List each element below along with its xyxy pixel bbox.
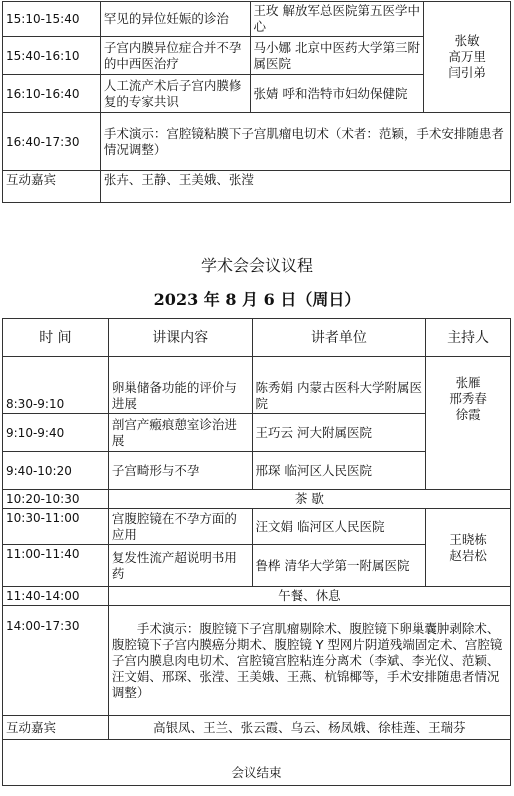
topic-cell: 复发性流产超说明书用药 xyxy=(108,545,252,587)
demo-cell: 手术演示：腹腔镜下子宫肌瘤剔除术、腹腔镜下卵巢囊肿剥除术、腹腔镜下子宫内膜癌分期术、腹腔镜 Y 型网片阴道残端固定术、宫腔镜子宫内膜息肉电切术、宫腔镜宫腔粘连分离术（李斌、李光仪、范颖、汪文娟、邢琛、张滢、王美娥、王燕、杭锦椰等，手术安排随患者情况调整） xyxy=(108,606,510,716)
meeting-end: 会议结束 xyxy=(3,740,511,786)
host-cell: 王晓栋 赵岩松 xyxy=(426,509,511,587)
header-time: 时 间 xyxy=(3,319,109,357)
time-cell: 8:30-9:10 xyxy=(3,357,109,414)
topic-cell: 罕见的异位妊娠的诊治 xyxy=(100,2,250,37)
time-cell: 10:30-11:00 xyxy=(3,509,109,545)
interactive-names: 张卉、王静、王美娥、张滢 xyxy=(100,171,510,203)
topic-cell: 剖宫产瘢痕憩室诊治进展 xyxy=(108,414,252,452)
speaker-cell: 张婧 呼和浩特市妇幼保健院 xyxy=(250,75,424,113)
speaker-cell: 马小娜 北京中医药大学第三附属医院 xyxy=(250,37,424,75)
interactive-label: 互动嘉宾 xyxy=(3,716,109,740)
lunch-time: 11:40-14:00 xyxy=(3,587,109,606)
lunch-label: 午餐、休息 xyxy=(108,587,510,606)
host-cell: 张雁 邢秀春 徐霞 xyxy=(426,357,511,490)
time-cell: 9:10-9:40 xyxy=(3,414,109,452)
break-label: 茶 歇 xyxy=(108,490,510,509)
time-cell: 9:40-10:20 xyxy=(3,452,109,490)
header-topic: 讲课内容 xyxy=(108,319,252,357)
speaker-cell: 陈秀娟 内蒙古医科大学附属医院 xyxy=(252,357,426,414)
header-speaker: 讲者单位 xyxy=(252,319,426,357)
topic-cell: 子宫畸形与不孕 xyxy=(108,452,252,490)
meeting-date: 2023 年 8 月 6 日（周日） xyxy=(153,290,361,309)
time-cell: 15:40-16:10 xyxy=(3,37,101,75)
header-host: 主持人 xyxy=(426,319,511,357)
meeting-agenda-table xyxy=(2,318,511,786)
time-cell: 16:10-16:40 xyxy=(3,75,101,113)
interactive-names: 高银凤、王兰、张云霞、乌云、杨凤娥、徐桂莲、王瑞芬 xyxy=(108,716,510,740)
topic-cell: 人工流产术后子宫内膜修复的专家共识 xyxy=(100,75,250,113)
demo-cell: 手术演示：宫腔镜粘膜下子宫肌瘤电切术（术者：范颖，手术安排随患者情况调整） xyxy=(100,113,510,171)
host-cell: 张敏 高万里 闫引弟 xyxy=(424,2,511,113)
meeting-title: 学术会会议议程 xyxy=(200,256,313,275)
topic-cell: 子宫内膜异位症合并不孕的中西医治疗 xyxy=(100,37,250,75)
speaker-cell: 王巧云 河大附属医院 xyxy=(252,414,426,452)
time-cell: 15:10-15:40 xyxy=(3,2,101,37)
speaker-cell: 汪文娟 临河区人民医院 xyxy=(252,509,426,545)
speaker-cell: 王玫 解放军总医院第五医学中心 xyxy=(250,2,424,37)
time-cell: 11:00-11:40 xyxy=(3,545,109,587)
speaker-cell: 邢琛 临河区人民医院 xyxy=(252,452,426,490)
topic-cell: 宫腹腔镜在不孕方面的应用 xyxy=(108,509,252,545)
schedule-top-table xyxy=(2,1,511,203)
speaker-cell: 鲁桦 清华大学第一附属医院 xyxy=(252,545,426,587)
demo-time: 14:00-17:30 xyxy=(3,606,109,716)
topic-cell: 卵巢储备功能的评价与进展 xyxy=(108,357,252,414)
break-time: 10:20-10:30 xyxy=(3,490,109,509)
time-cell: 16:40-17:30 xyxy=(3,113,101,171)
interactive-label: 互动嘉宾 xyxy=(3,171,101,203)
